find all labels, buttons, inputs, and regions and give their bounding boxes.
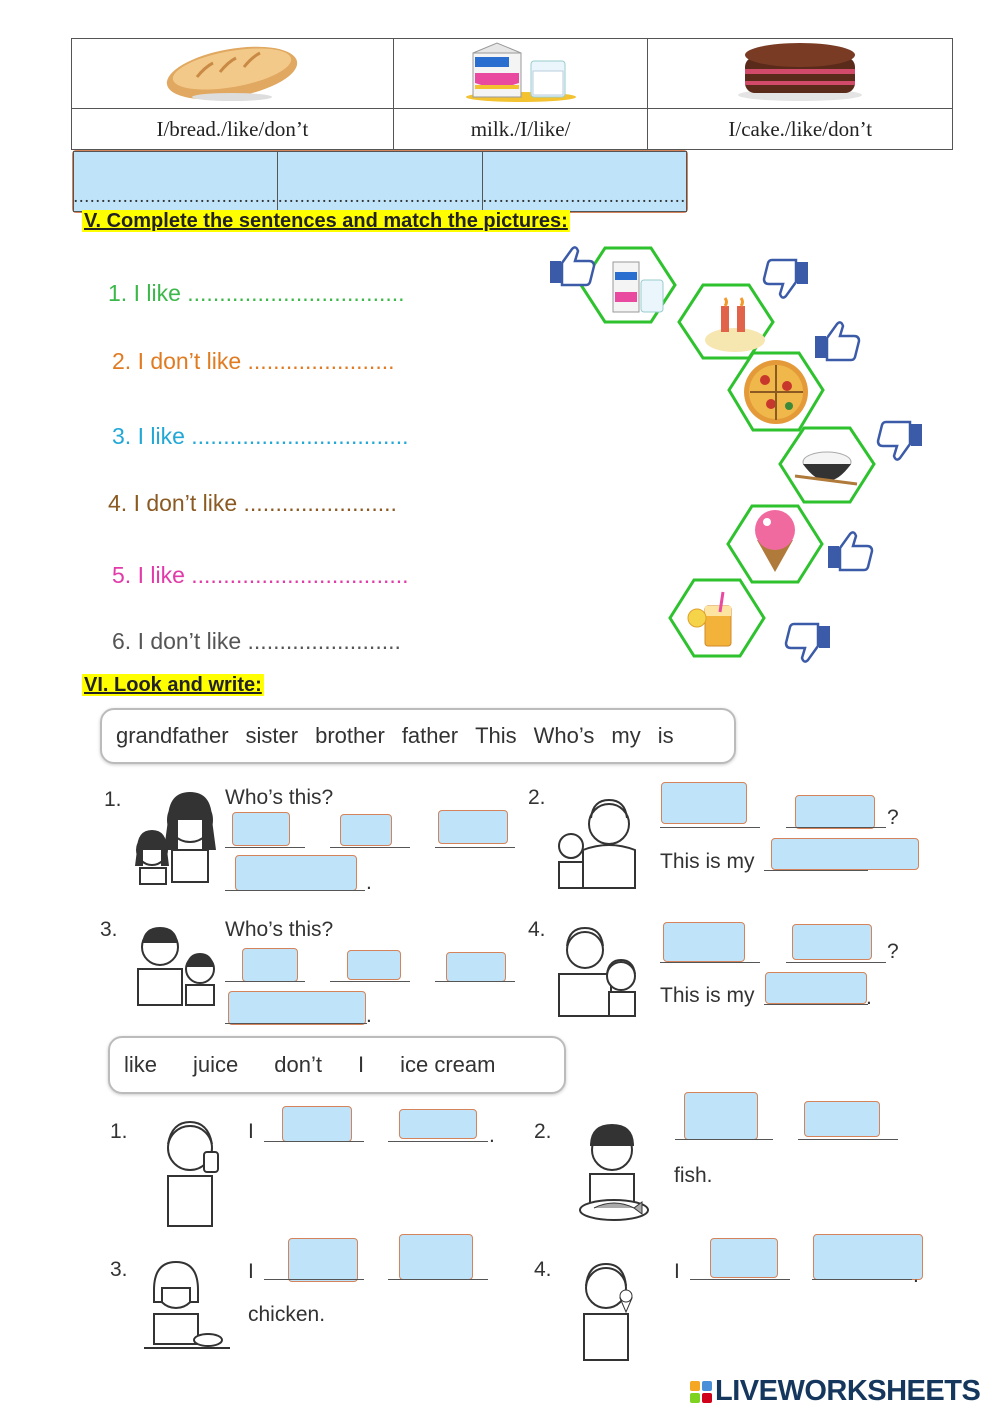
answer-box[interactable] xyxy=(288,1238,358,1282)
answer-box[interactable] xyxy=(765,972,867,1004)
answer-box[interactable] xyxy=(228,991,366,1025)
child-drinking-illustration xyxy=(160,1118,226,1230)
word-ice-cream: ice cream xyxy=(400,1052,496,1077)
bread-icon xyxy=(162,39,302,103)
period: . xyxy=(366,1004,372,1027)
thumbs-down-icon xyxy=(878,422,922,460)
answer-box[interactable] xyxy=(661,782,747,824)
milk-cell xyxy=(393,39,648,109)
question-number: 1. xyxy=(110,1120,128,1143)
word-i-label: I xyxy=(674,1260,680,1283)
word-sister: sister xyxy=(245,723,299,748)
answer-box[interactable] xyxy=(347,950,401,980)
word-i: I xyxy=(357,1052,365,1077)
thumbs-down-icon xyxy=(786,624,830,662)
answer-box[interactable] xyxy=(804,1101,880,1137)
liveworksheets-logo xyxy=(690,1375,980,1408)
word-bank-family xyxy=(100,708,736,764)
answer-line-3[interactable]: ..................................... xyxy=(482,152,687,212)
period: . xyxy=(913,1264,919,1287)
father-illustration xyxy=(555,926,645,1018)
question-number: 4. xyxy=(534,1258,552,1281)
thumbs-down-icon xyxy=(764,260,808,298)
word-i-label: I xyxy=(248,1120,254,1143)
this-is-my-label: This is my xyxy=(660,984,755,1007)
sentence-2: 2. I don’t like ....................... xyxy=(112,348,395,374)
sentence-4: 4. I don’t like ........................ xyxy=(108,490,397,516)
answer-box[interactable] xyxy=(795,795,875,829)
logo-mark-icon xyxy=(690,1381,712,1403)
sentence-3: 3. I like .................................. xyxy=(112,423,409,449)
cake-cell xyxy=(648,39,953,109)
question-mark: ? xyxy=(887,806,899,829)
answer-box[interactable] xyxy=(792,924,872,960)
answer-box[interactable] xyxy=(282,1106,352,1142)
sentence-6: 6. I don’t like ........................ xyxy=(112,628,401,654)
sentence-order-table xyxy=(71,38,953,206)
brand-name: LIVEWORKSHEETS xyxy=(715,1375,981,1407)
chicken-label: chicken. xyxy=(248,1303,326,1326)
answer-box[interactable] xyxy=(684,1092,758,1140)
question-mark: ? xyxy=(887,940,899,963)
scrambled-words-2: milk./I/like/ xyxy=(393,109,648,150)
scrambled-words-3: I/cake./like/don’t xyxy=(648,109,953,150)
word-i-label: I xyxy=(248,1260,254,1283)
answer-box[interactable] xyxy=(232,812,290,846)
word-is: is xyxy=(657,723,674,748)
chocolate-cake-icon xyxy=(735,39,865,103)
answer-box[interactable] xyxy=(813,1234,923,1280)
question-number: 4. xyxy=(528,918,546,941)
question-number: 2. xyxy=(534,1120,552,1143)
scrambled-words-1: I/bread./like/don’t xyxy=(72,109,394,150)
answer-box[interactable] xyxy=(399,1109,477,1139)
sentence-1: 1. I like .................................. xyxy=(108,280,405,306)
answer-box[interactable] xyxy=(710,1238,778,1278)
child-eating-fish-illustration xyxy=(576,1124,652,1224)
brothers-illustration xyxy=(132,925,220,1007)
question-number: 1. xyxy=(104,788,122,811)
sentence-5: 5. I like .................................. xyxy=(112,562,409,588)
question-number: 3. xyxy=(110,1258,128,1281)
answer-box[interactable] xyxy=(438,810,508,844)
question-text: Who’s this? xyxy=(225,786,334,809)
word-my: my xyxy=(611,723,641,748)
grandfather-illustration xyxy=(555,798,645,890)
milk-carton-icon xyxy=(461,39,581,103)
bread-cell xyxy=(72,39,394,109)
word-like: like xyxy=(124,1052,158,1077)
sisters-illustration xyxy=(132,790,218,885)
answer-box[interactable] xyxy=(771,838,919,870)
answer-box[interactable] xyxy=(242,948,298,982)
answer-box[interactable] xyxy=(399,1234,473,1280)
period: . xyxy=(489,1124,495,1147)
word-bank-food xyxy=(108,1036,566,1094)
this-is-my-label: This is my xyxy=(660,850,755,873)
answer-box[interactable] xyxy=(446,952,506,982)
thumbs-up-icon xyxy=(815,322,859,360)
child-ice-cream-illustration xyxy=(574,1262,646,1366)
pizza-icon xyxy=(744,360,808,424)
question-text: Who’s this? xyxy=(225,918,334,941)
child-chicken-illustration xyxy=(142,1260,232,1364)
answer-line-1[interactable]: ..................................... xyxy=(73,152,278,212)
question-number: 2. xyxy=(528,786,546,809)
word-grandfather: grandfather xyxy=(116,723,229,748)
answer-box[interactable] xyxy=(235,855,357,891)
answer-line-2[interactable]: ..................................... xyxy=(278,152,483,212)
section-5-title: V. Complete the sentences and match the pictures: xyxy=(84,210,568,232)
word-this: This xyxy=(475,723,517,748)
word-dont: don’t xyxy=(274,1052,322,1077)
period: . xyxy=(866,986,872,1009)
answer-box[interactable] xyxy=(340,814,392,846)
word-juice: juice xyxy=(193,1052,239,1077)
fish-label: fish. xyxy=(674,1164,713,1187)
thumbs-up-icon xyxy=(550,247,594,285)
section-6-title: VI. Look and write: xyxy=(84,674,262,696)
food-hexagon-chain xyxy=(545,240,935,665)
word-whos: Who’s xyxy=(533,723,595,748)
question-number: 3. xyxy=(100,918,118,941)
period: . xyxy=(366,871,372,894)
word-brother: brother xyxy=(315,723,385,748)
word-father: father xyxy=(401,723,459,748)
answer-box[interactable] xyxy=(663,922,745,962)
thumbs-up-icon xyxy=(828,532,872,570)
